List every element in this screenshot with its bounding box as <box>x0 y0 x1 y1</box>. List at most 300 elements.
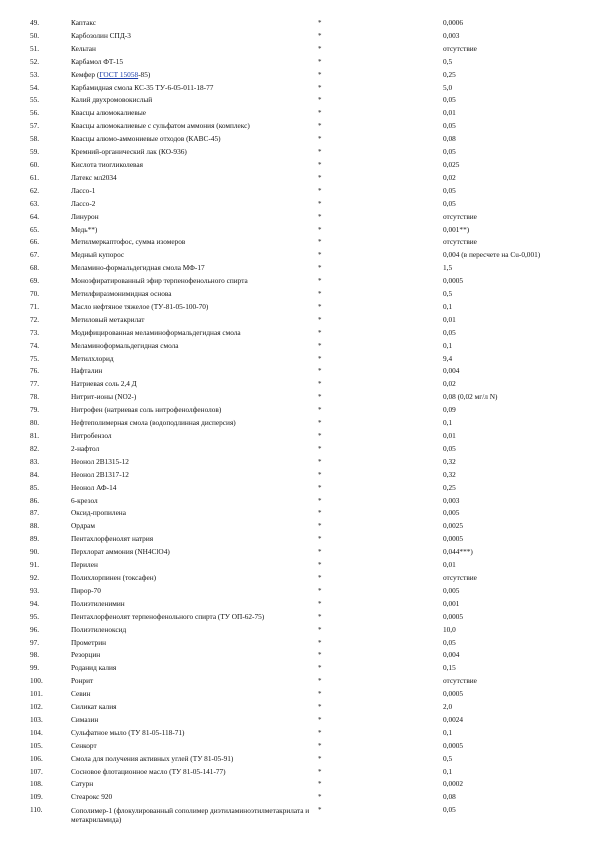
table-row <box>0 662 595 675</box>
row-number: 87. <box>30 508 40 518</box>
table-row <box>0 559 595 572</box>
table-row <box>0 688 595 701</box>
row-number: 81. <box>30 431 40 440</box>
row-number: 84. <box>30 469 40 479</box>
table-row <box>0 520 595 533</box>
substance-name: Квасцы алюмокалиевые <box>71 108 146 118</box>
substance-name: Лассо-2 <box>71 198 96 208</box>
substance-name: Карбамол ФТ-15 <box>71 56 124 66</box>
substance-name: Симазин <box>71 714 99 724</box>
row-number: 61. <box>30 172 40 182</box>
mark-asterisk: * <box>318 70 322 79</box>
row-number: 97. <box>30 637 40 647</box>
mark-asterisk: * <box>318 677 322 686</box>
table-row <box>0 482 595 495</box>
table-row <box>0 340 595 353</box>
concentration-value: 0,1 <box>443 727 453 737</box>
concentration-value: 0,1 <box>443 301 453 311</box>
mark-asterisk: * <box>318 19 322 27</box>
concentration-value: 0,003 <box>443 495 460 505</box>
row-number: 82. <box>30 443 40 453</box>
row-number: 96. <box>30 624 40 634</box>
concentration-value: отсутствие <box>443 237 477 247</box>
table-row <box>0 288 595 301</box>
table-row <box>0 249 595 262</box>
row-number: 71. <box>30 301 40 311</box>
row-number: 100. <box>30 676 43 686</box>
concentration-value: 10,0 <box>443 624 456 634</box>
concentration-value: отсутствие <box>443 211 477 221</box>
mark-asterisk: * <box>318 57 322 66</box>
mark-asterisk: * <box>318 561 322 570</box>
table-row <box>0 211 595 224</box>
mark-asterisk: * <box>318 406 322 415</box>
table-row <box>0 327 595 340</box>
concentration-value: 0,0005 <box>443 740 464 750</box>
table-row <box>0 378 595 391</box>
concentration-value: отсутствие <box>443 572 477 582</box>
substance-name: Нефтеполимерная смола (водоподлинная дисперсия) <box>71 418 236 428</box>
mark-asterisk: * <box>318 135 322 144</box>
substance-name: Моноэфиратированный эфир терпенофенольного спирта <box>71 276 248 286</box>
mark-asterisk: * <box>318 328 322 337</box>
concentration-value: 0,25 <box>443 69 456 79</box>
row-number: 56. <box>30 108 40 118</box>
table-row <box>0 301 595 314</box>
table-row <box>0 404 595 417</box>
mark-asterisk: * <box>318 380 322 389</box>
concentration-value: 0,0024 <box>443 714 464 724</box>
substance-name-prefix: Кемфер ( <box>71 69 100 79</box>
concentration-value: 0,1 <box>443 418 453 428</box>
mark-asterisk: * <box>318 238 322 247</box>
mark-asterisk: * <box>318 212 322 221</box>
substance-name: Кремний-органический лак (КО-936) <box>71 147 187 157</box>
table-row <box>0 17 595 30</box>
mark-asterisk: * <box>318 341 322 350</box>
substance-name: Сатурн <box>71 779 94 789</box>
substance-name: Нитрит-ионы (NO2-) <box>71 392 137 402</box>
substance-name: Полиэтиленимин <box>71 598 125 608</box>
concentration-value: 0,01 <box>443 431 456 440</box>
table-row <box>0 585 595 598</box>
mark-asterisk: * <box>318 548 322 557</box>
substance-name: Прометрин <box>71 637 107 647</box>
concentration-value: 0,01 <box>443 560 456 570</box>
mark-asterisk: * <box>318 393 322 402</box>
substance-name: Пентахлорфенолят терпенофенольного спирта (ТУ ОП-62-75) <box>71 611 265 621</box>
row-number: 75. <box>30 353 40 363</box>
table-row <box>0 82 595 95</box>
concentration-value: 0,0002 <box>443 779 464 789</box>
row-number: 89. <box>30 534 40 544</box>
row-number: 99. <box>30 663 40 673</box>
table-row <box>0 314 595 327</box>
substance-name-suffix: -85) <box>138 69 151 79</box>
mark-asterisk: * <box>318 728 322 737</box>
row-number: 55. <box>30 95 40 105</box>
substance-name: Пентахлорфенолят натрия <box>71 534 154 544</box>
table-row <box>0 133 595 146</box>
row-number: 91. <box>30 560 40 570</box>
substance-name: Кельтан <box>71 43 96 53</box>
row-number: 62. <box>30 185 40 195</box>
table-row <box>0 533 595 546</box>
table-row <box>0 120 595 133</box>
substance-name: Сосновое флотационное масло (ТУ 81-05-141-77) <box>71 766 226 776</box>
table-row <box>0 701 595 714</box>
row-number: 65. <box>30 224 40 234</box>
concentration-value: 0,02 <box>443 379 456 389</box>
substance-name: Масло нефтяное тяжелое (ТУ-81-05-100-70) <box>71 301 209 311</box>
substance-name: Ронрит <box>71 676 94 686</box>
concentration-value: 0,08 <box>443 792 456 802</box>
row-number: 78. <box>30 392 40 402</box>
mark-asterisk: * <box>318 612 322 621</box>
substance-name: Неонол АФ-14 <box>71 482 117 492</box>
substance-name: Меламино-формальдегидная смола МФ-17 <box>71 263 205 273</box>
substance-name: Неонол 2В1317-12 <box>71 469 129 479</box>
mark-asterisk: * <box>318 457 322 466</box>
concentration-value: 0,01 <box>443 108 456 118</box>
table-row <box>0 275 595 288</box>
concentration-value: 0,05 <box>443 95 456 105</box>
mark-asterisk: * <box>318 31 322 40</box>
table-row <box>0 804 595 829</box>
row-number: 92. <box>30 572 40 582</box>
substance-table <box>0 17 595 829</box>
concentration-value: 0,025 <box>443 159 460 169</box>
substance-name: Ордрам <box>71 521 96 531</box>
row-number: 107. <box>30 766 43 776</box>
row-number: 95. <box>30 611 40 621</box>
row-number: 86. <box>30 495 40 505</box>
table-row <box>0 30 595 43</box>
row-number: 70. <box>30 289 40 299</box>
mark-asterisk: * <box>318 715 322 724</box>
table-row <box>0 753 595 766</box>
row-number: 80. <box>30 418 40 428</box>
concentration-value: 0,005 <box>443 585 460 595</box>
mark-asterisk: * <box>318 186 322 195</box>
table-row <box>0 727 595 740</box>
mark-asterisk: * <box>318 432 322 440</box>
table-row <box>0 766 595 779</box>
mark-asterisk: * <box>318 496 322 505</box>
concentration-value: 0,15 <box>443 663 456 673</box>
mark-asterisk: * <box>318 535 322 544</box>
table-row <box>0 572 595 585</box>
table-row <box>0 236 595 249</box>
concentration-value: 9,4 <box>443 353 453 363</box>
row-number: 53. <box>30 69 40 79</box>
concentration-value: 0,02 <box>443 172 456 182</box>
mark-asterisk: * <box>318 277 322 286</box>
table-row <box>0 443 595 456</box>
substance-name: Карбамидная смола КС-35 ТУ-6-05-011-18-77 <box>71 82 214 92</box>
row-number: 51. <box>30 43 40 53</box>
substance-name: Пирор-70 <box>71 585 101 595</box>
concentration-value: 0,05 <box>443 805 456 815</box>
table-row <box>0 495 595 508</box>
mark-asterisk: * <box>318 83 322 92</box>
row-number: 79. <box>30 405 40 415</box>
substance-name: Метилфиразмонимидная основа <box>71 289 172 299</box>
row-number: 83. <box>30 456 40 466</box>
substance-name: Квасцы алюмо-аммониевые отходов (КАВС-45) <box>71 134 221 144</box>
row-number: 93. <box>30 585 40 595</box>
table-row <box>0 43 595 56</box>
substance-name: Нитробензол <box>71 431 112 440</box>
concentration-value: 0,001**) <box>443 224 470 234</box>
concentration-value: 0,5 <box>443 753 453 763</box>
row-number: 105. <box>30 740 43 750</box>
concentration-value: 0,0006 <box>443 18 464 27</box>
concentration-value: 0,08 (0,02 мг/л N) <box>443 392 498 402</box>
mark-asterisk: * <box>318 315 322 324</box>
mark-asterisk: * <box>318 573 322 582</box>
mark-asterisk: * <box>318 122 322 131</box>
substance-name: Медный купорос <box>71 250 125 260</box>
concentration-value: отсутствие <box>443 676 477 686</box>
row-number: 50. <box>30 30 40 40</box>
concentration-value: 0,5 <box>443 56 453 66</box>
row-number: 60. <box>30 159 40 169</box>
table-row <box>0 740 595 753</box>
row-number: 58. <box>30 134 40 144</box>
table-row <box>0 637 595 650</box>
substance-name: Натриевая соль 2,4 Д <box>71 379 137 389</box>
table-row <box>0 262 595 275</box>
concentration-value: 0,32 <box>443 469 456 479</box>
row-number: 57. <box>30 121 40 131</box>
row-number: 76. <box>30 366 40 376</box>
concentration-value: 0,0005 <box>443 534 464 544</box>
mark-asterisk: * <box>318 264 322 273</box>
mark-asterisk: * <box>318 767 322 776</box>
mark-asterisk: * <box>318 806 322 815</box>
table-row <box>0 624 595 637</box>
substance-name: Полиэтиленоксид <box>71 624 127 634</box>
substance-name: Модифицированная меламиноформальдегидная смола <box>71 327 241 337</box>
concentration-value: 0,25 <box>443 482 456 492</box>
mark-asterisk: * <box>318 793 322 802</box>
substance-name: Силикат калия <box>71 702 117 712</box>
row-number: 106. <box>30 753 43 763</box>
table-row <box>0 611 595 624</box>
substance-name: Роданид калия <box>71 663 117 673</box>
substance-name: Линурон <box>71 211 99 221</box>
table-row <box>0 198 595 211</box>
table-row <box>0 598 595 611</box>
substance-name: Медь**) <box>71 224 98 234</box>
concentration-value: 1,5 <box>443 263 453 273</box>
row-number: 103. <box>30 714 43 724</box>
substance-name: Нафталин <box>71 366 103 376</box>
concentration-value: 0,004 <box>443 366 460 376</box>
substance-name: Перилен <box>71 560 98 570</box>
table-row <box>0 185 595 198</box>
row-number: 104. <box>30 727 43 737</box>
row-number: 88. <box>30 521 40 531</box>
substance-name: Карбозолин СПД-3 <box>71 30 131 40</box>
mark-asterisk: * <box>318 690 322 699</box>
concentration-value: 0,001 <box>443 598 460 608</box>
table-row <box>0 778 595 791</box>
concentration-value: 0,1 <box>443 340 453 350</box>
table-row <box>0 649 595 662</box>
substance-name: Метиловый метакрилат <box>71 314 145 324</box>
substance-name: Калий двухромовокислый <box>71 95 153 105</box>
table-row <box>0 417 595 430</box>
table-row <box>0 546 595 559</box>
row-number: 54. <box>30 82 40 92</box>
row-number: 102. <box>30 702 43 712</box>
row-number: 72. <box>30 314 40 324</box>
mark-asterisk: * <box>318 483 322 492</box>
mark-asterisk: * <box>318 199 322 208</box>
table-row <box>0 146 595 159</box>
row-number: 98. <box>30 650 40 660</box>
substance-name <box>71 69 316 82</box>
gost-link[interactable]: ГОСТ 15058 <box>99 69 139 79</box>
table-row <box>0 353 595 366</box>
substance-name: Неонол 2В1315-12 <box>71 456 129 466</box>
concentration-value: 0,044***) <box>443 547 473 557</box>
row-number: 59. <box>30 147 40 157</box>
substance-name: Сенкорт <box>71 740 97 750</box>
concentration-value: 0,004 <box>443 650 460 660</box>
concentration-value: 0,004 (в пересчете на Cu-0,001) <box>443 250 541 260</box>
row-number: 67. <box>30 250 40 260</box>
substance-name: 2-нафтол <box>71 443 100 453</box>
row-number: 94. <box>30 598 40 608</box>
mark-asterisk: * <box>318 96 322 105</box>
substance-name: Стеарокс 920 <box>71 792 113 802</box>
mark-asterisk: * <box>318 367 322 376</box>
mark-asterisk: * <box>318 44 322 53</box>
concentration-value: 0,1 <box>443 766 453 776</box>
row-number: 64. <box>30 211 40 221</box>
table-row <box>0 107 595 120</box>
substance-name: Меламиноформальдегидная смола <box>71 340 179 350</box>
concentration-value: 0,05 <box>443 198 456 208</box>
row-number: 90. <box>30 547 40 557</box>
concentration-value: 0,05 <box>443 147 456 157</box>
table-row <box>0 430 595 443</box>
table-row <box>0 507 595 520</box>
substance-name: Смола для получения активных углей (ТУ 81-05-91) <box>71 753 234 763</box>
concentration-value: 0,05 <box>443 637 456 647</box>
mark-asterisk: * <box>318 625 322 634</box>
mark-asterisk: * <box>318 225 322 234</box>
table-row <box>0 172 595 185</box>
table-row <box>0 714 595 727</box>
mark-asterisk: * <box>318 741 322 750</box>
concentration-value: 0,005 <box>443 508 460 518</box>
mark-asterisk: * <box>318 302 322 311</box>
row-number: 85. <box>30 482 40 492</box>
table-row <box>0 675 595 688</box>
table-row <box>0 56 595 69</box>
table-row <box>0 469 595 482</box>
substance-name: Латекс мл2034 <box>71 172 117 182</box>
table-row <box>0 391 595 404</box>
mark-asterisk: * <box>318 354 322 363</box>
substance-name: Метилхлорид <box>71 353 114 363</box>
concentration-value: 0,09 <box>443 405 456 415</box>
mark-asterisk: * <box>318 419 322 428</box>
mark-asterisk: * <box>318 160 322 169</box>
table-row <box>0 365 595 378</box>
row-number: 108. <box>30 779 43 789</box>
substance-name: 6-крезол <box>71 495 98 505</box>
row-number: 69. <box>30 276 40 286</box>
row-number: 109. <box>30 792 43 802</box>
mark-asterisk: * <box>318 703 322 712</box>
table-row <box>0 94 595 107</box>
concentration-value: 0,05 <box>443 443 456 453</box>
substance-name: Нитрофен (натриевая соль нитрофенолфенолов) <box>71 405 222 415</box>
concentration-value: 0,0005 <box>443 689 464 699</box>
mark-asterisk: * <box>318 664 322 673</box>
concentration-value: 0,05 <box>443 327 456 337</box>
substance-name: Каптакс <box>71 18 96 27</box>
concentration-value: 0,0005 <box>443 611 464 621</box>
concentration-value: 0,05 <box>443 185 456 195</box>
mark-asterisk: * <box>318 651 322 660</box>
concentration-value: 0,0005 <box>443 276 464 286</box>
mark-asterisk: * <box>318 586 322 595</box>
concentration-value: 0,5 <box>443 289 453 299</box>
row-number: 73. <box>30 327 40 337</box>
mark-asterisk: * <box>318 638 322 647</box>
mark-asterisk: * <box>318 754 322 763</box>
row-number: 74. <box>30 340 40 350</box>
mark-asterisk: * <box>318 522 322 531</box>
mark-asterisk: * <box>318 780 322 789</box>
concentration-value: 0,05 <box>443 121 456 131</box>
row-number: 77. <box>30 379 40 389</box>
mark-asterisk: * <box>318 444 322 453</box>
substance-name: Полихлорпинен (токсафен) <box>71 572 157 582</box>
table-row <box>0 456 595 469</box>
concentration-value: 2,0 <box>443 702 453 712</box>
row-number: 49. <box>30 18 40 27</box>
mark-asterisk: * <box>318 173 322 182</box>
row-number: 52. <box>30 56 40 66</box>
table-row <box>0 791 595 804</box>
substance-name: Квасцы алюмокалиевые с сульфатом аммония (комплекс) <box>71 121 250 131</box>
substance-name: Лассо-1 <box>71 185 96 195</box>
concentration-value: 5,0 <box>443 82 453 92</box>
row-number: 63. <box>30 198 40 208</box>
mark-asterisk: * <box>318 470 322 479</box>
table-row <box>0 69 595 82</box>
concentration-value: 0,01 <box>443 314 456 324</box>
mark-asterisk: * <box>318 251 322 260</box>
substance-name: Кислота тиогликолевая <box>71 159 144 169</box>
mark-asterisk: * <box>318 148 322 157</box>
substance-name: Перхлорат аммония (NH4ClO4) <box>71 547 170 557</box>
concentration-value: 0,32 <box>443 456 456 466</box>
row-number: 110. <box>30 805 43 815</box>
row-number: 68. <box>30 263 40 273</box>
substance-name: Резорцин <box>71 650 101 660</box>
table-row <box>0 159 595 172</box>
concentration-value: отсутствие <box>443 43 477 53</box>
mark-asterisk: * <box>318 509 322 518</box>
